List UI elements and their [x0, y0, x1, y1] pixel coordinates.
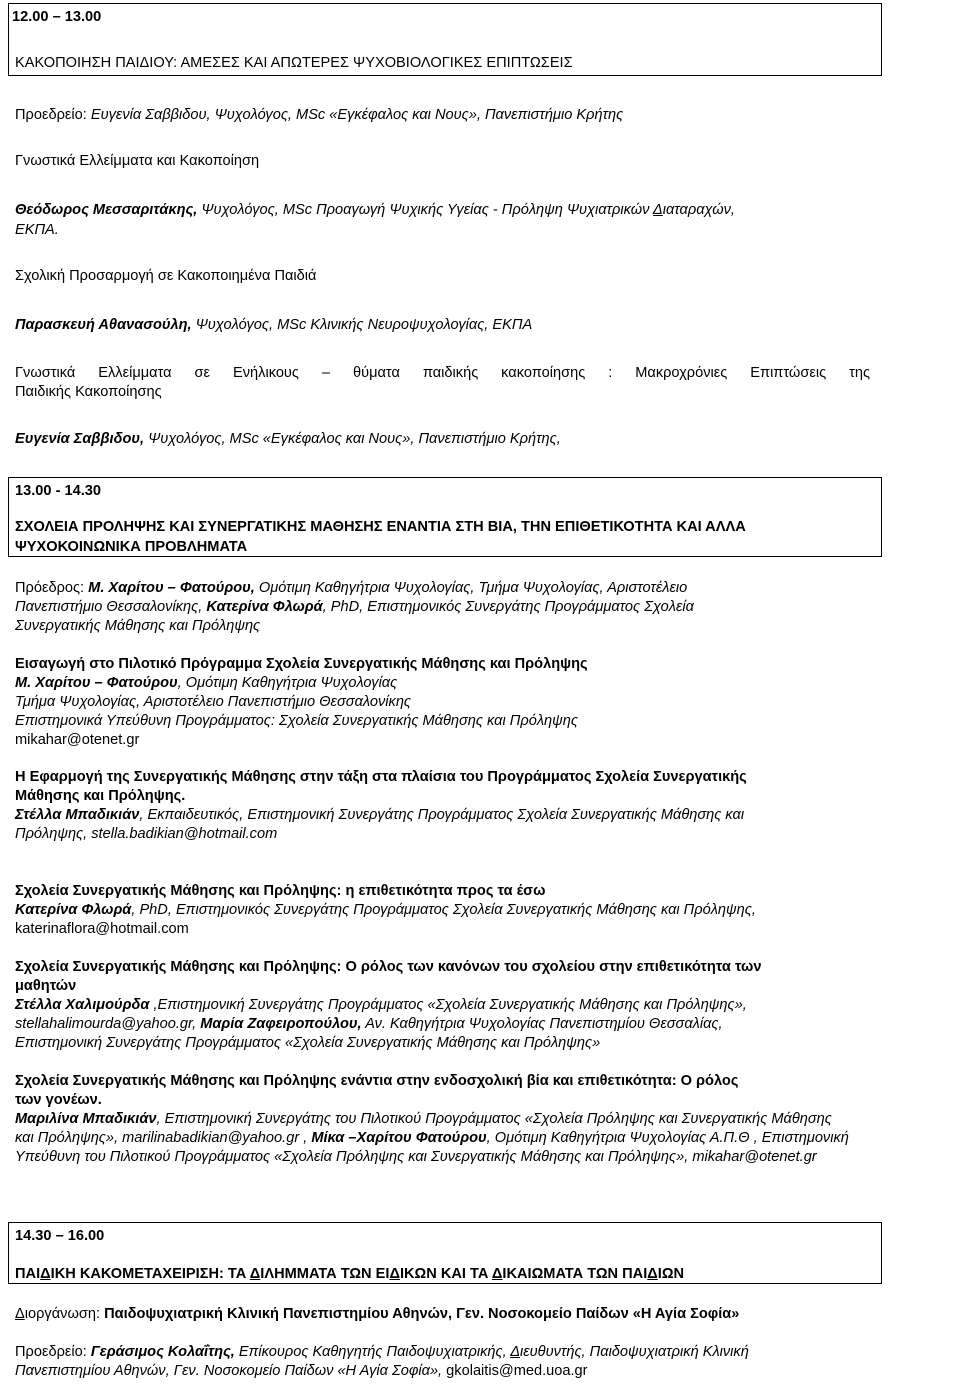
- speaker-desc: ,Επιστημονική Συνεργάτης Προγράμματος «Σχολεία Συνεργατικής Μάθησης και Πρόληψης»,: [149, 997, 747, 1013]
- session1-title: ΚΑΚΟΠΟΙΗΣΗ ΠΑΙΔΙΟΥ: ΑΜΕΣΕΣ ΚΑΙ ΑΠΩΤΕΡΕΣ ΨΥΧΟΒΙΟΛΟΓΙΚΕΣ ΕΠΙΠΤΩΣΕΙΣ: [15, 55, 573, 71]
- speaker-desc: , Ομότιμη Καθηγήτρια Ψυχολογίας: [177, 675, 398, 691]
- chair-text: Ευγενία Σαββιδου, Ψυχολόγος, MSc «Εγκέφαλος και Νους», Πανεπιστήμιο Κρήτης: [90, 107, 624, 123]
- speaker-name: Θεόδωρος Μεσσαριτάκης,: [15, 202, 198, 218]
- speaker-name: Ευγενία Σαββιδου,: [15, 431, 145, 447]
- session2-time: 13.00 - 14.30: [15, 483, 102, 499]
- pres1-affiliation: Τμήμα Ψυχολογίας, Αριστοτέλειο Πανεπιστήμιο Θεσσαλονίκης: [15, 694, 412, 710]
- title-part-underlined: Δ: [389, 1266, 400, 1282]
- chair-desc-2: , PhD, Επιστημονικός Συνεργάτης Προγράμματος Σχολεία: [322, 599, 694, 615]
- session2-chair-line1: [15, 579, 687, 598]
- chair-name-2: Κατερίνα Φλωρά: [206, 599, 323, 615]
- pres5-title-line2: των γονέων.: [15, 1092, 102, 1108]
- pres1-title: Εισαγωγή στο Πιλοτικό Πρόγραμμα Σχολεία Συνεργατικής Μάθησης και Πρόληψης: [15, 656, 588, 672]
- chair-desc: Ομότιμη Καθηγήτρια Ψυχολογίας, Τμήμα Ψυχολογίας, Αριστοτέλειο: [254, 580, 688, 596]
- pres1-role: Επιστημονικά Υπεύθυνη Προγράμματος: Σχολεία Συνεργατικής Μάθησης και Πρόληψης: [15, 713, 578, 729]
- speaker-desc: Ψυχολόγος, MSc «Εγκέφαλος και Νους», Πανεπιστήμιο Κρήτης,: [144, 431, 561, 447]
- speaker-desc-2: , Ομότιμη Καθηγήτρια Ψυχολογίας Α.Π.Θ , Επιστημονική: [486, 1130, 849, 1146]
- pres3-speaker: [15, 901, 756, 920]
- session1-time: 12.00 – 13.00: [12, 9, 102, 25]
- speaker-desc: , Επιστημονική Συνεργάτης του Πιλοτικού Προγράμματος «Σχολεία Πρόληψης και Συνεργατικής Μάθησης: [156, 1111, 832, 1127]
- talk2-speaker: [15, 316, 532, 335]
- chair-desc: Πανεπιστήμιο Θεσσαλονίκης,: [15, 599, 207, 615]
- speaker-name-2: Μίκα –Χαρίτου Φατούρου: [311, 1130, 487, 1146]
- speaker-name: Παρασκευή Αθανασούλη,: [15, 317, 192, 333]
- chair-desc: Επίκουρος Καθηγητής Παιδοψυχιατρικής,: [234, 1344, 511, 1360]
- org-label: ιοργάνωση:: [24, 1306, 105, 1322]
- pres5-speaker: [15, 1110, 832, 1129]
- title-part: ΠΑΙ: [15, 1266, 41, 1282]
- chair-desc: Πανεπιστημίου Αθηνών, Γεν. Νοσοκομείο Παίδων «Η Αγία Σοφία»,: [15, 1363, 447, 1379]
- chair-name: Γεράσιμος Κολαΐτης,: [90, 1344, 235, 1360]
- speaker-desc: , Εκπαιδευτικός, Επιστημονική Συνεργάτης Προγράμματος Σχολεία Συνεργατικής Μάθησης και: [139, 807, 745, 823]
- speaker-name: Στέλλα Χαλιμούρδα: [15, 997, 150, 1013]
- pres5-title-line1: Σχολεία Συνεργατικής Μάθησης και Πρόληψης ενάντια στην ενδοσχολική βία και επιθετικότητα: Ο ρόλος: [15, 1073, 739, 1089]
- title-part: ΙΚΗ ΚΑΚΟΜΕΤΑΧΕΙΡΙΣΗ: ΤΑ: [50, 1266, 250, 1282]
- pres1-speaker: [15, 674, 397, 693]
- speaker-desc-end: ιαταραχών,: [662, 202, 735, 218]
- pres4-title-line1: Σχολεία Συνεργατικής Μάθησης και Πρόληψης: Ο ρόλος των κανόνων του σχολείου στην επιθετικότητα των: [15, 959, 762, 975]
- title-part-underlined: Δ: [249, 1266, 261, 1282]
- speaker-email: και Πρόληψης», marilinabadikian@yahoo.gr ,: [15, 1130, 312, 1146]
- chair-label: Προεδρείο:: [15, 107, 91, 123]
- title-part: ΙΚΑΙΩΜΑΤΑ ΤΩΝ ΠΑΙ: [502, 1266, 648, 1282]
- talk3-speaker: [15, 430, 561, 449]
- pres2-speaker: [15, 806, 744, 825]
- pres5-speaker-line2: [15, 1129, 849, 1148]
- chair-email[interactable]: gkolaitis@med.uoa.gr: [446, 1363, 588, 1379]
- pres1-email[interactable]: mikahar@otenet.gr: [15, 732, 140, 748]
- title-part-underlined: Δ: [647, 1266, 658, 1282]
- speaker-desc: Ψυχολόγος, MSc Κλινικής Νευροψυχολογίας, ΕΚΠΑ: [191, 317, 533, 333]
- session2-chair-line2: [15, 598, 694, 617]
- session3-time: 14.30 – 16.00: [15, 1228, 105, 1244]
- pres2-speaker-line2: Πρόληψης, stella.badikian@hotmail.com: [15, 826, 278, 842]
- session2-title-line2: ΨΥΧΟΚΟΙΝΩΝΙΚΑ ΠΡΟΒΛΗΜΑΤΑ: [15, 539, 248, 555]
- title-part: ΙΛΗΜΜΑΤΑ ΤΩΝ ΕΙ: [260, 1266, 390, 1282]
- chair-desc-end: ιευθυντής, Παιδοψυχιατρική Κλινική: [519, 1344, 749, 1360]
- speaker-name: Μ. Χαρίτου – Φατούρου: [15, 675, 178, 691]
- session1-chair: [15, 106, 623, 125]
- speaker-desc: Ψυχολόγος, MSc Προαγωγή Ψυχικής Υγείας - Πρόληψη Ψυχιατρικών: [197, 202, 653, 218]
- org-label-underlined: Δ: [15, 1306, 25, 1322]
- pres4-title-line2: μαθητών: [15, 978, 77, 994]
- pres3-email[interactable]: katerinaflora@hotmail.com: [15, 921, 189, 937]
- session2-title-line1: ΣΧΟΛΕΙΑ ΠΡΟΛΗΨΗΣ ΚΑΙ ΣΥΝΕΡΓΑΤΙΚΗΣ ΜΑΘΗΣΗΣ ΕΝΑΝΤΙΑ ΣΤΗ ΒΙΑ, ΤΗΝ ΕΠΙΘΕΤΙΚΟΤΗΤΑ ΚΑΙ ΑΛΛΑ: [15, 519, 746, 535]
- pres3-title: Σχολεία Συνεργατικής Μάθησης και Πρόληψης: η επιθετικότητα προς τα έσω: [15, 883, 546, 899]
- pres5-speaker-line3: Υπεύθυνη του Πιλοτικού Προγράμματος «Σχολεία Πρόληψης και Συνεργατικής Μάθησης και Πρόληψης», mikahar@otenet.gr: [15, 1149, 817, 1165]
- talk2-title: Σχολική Προσαρμογή σε Κακοποιημένα Παιδιά: [15, 268, 317, 284]
- pres2-title-line1: Η Εφαρμογή της Συνεργατικής Μάθησης στην τάξη στα πλαίσια του Προγράμματος Σχολεία Συνεργατικής: [15, 769, 747, 785]
- talk3-title-line1: Γνωστικά Ελλείμματα σε Ενήλικους – θύματα παιδικής κακοποίησης : Μακροχρόνιες Επιπτώσεις της: [15, 365, 870, 381]
- org-text: Παιδοψυχιατρική Κλινική Πανεπιστημίου Αθηνών, Γεν. Νοσοκομείο Παίδων «Η Αγία Σοφία»: [104, 1306, 740, 1322]
- talk1-title: Γνωστικά Ελλείμματα και Κακοποίηση: [15, 153, 260, 169]
- speaker-name: Μαριλίνα Μπαδικιάν: [15, 1111, 157, 1127]
- speaker-name: Κατερίνα Φλωρά: [15, 902, 132, 918]
- pres4-speaker-line2: [15, 1015, 723, 1034]
- chair-name: Μ. Χαρίτου – Φατούρου,: [88, 580, 255, 596]
- talk3-title-line2: Παιδικής Κακοποίησης: [15, 384, 162, 400]
- pres4-speaker: [15, 996, 747, 1015]
- chair-label: Προεδρείο:: [15, 1344, 91, 1360]
- title-part: ΙΩΝ: [657, 1266, 685, 1282]
- session3-chair-line2: [15, 1362, 588, 1381]
- talk1-speaker-line2: ΕΚΠΑ.: [15, 222, 59, 238]
- title-part: ΙΚΩΝ ΚΑΙ ΤΑ: [399, 1266, 492, 1282]
- pres4-speaker-line3: Επιστημονική Συνεργάτης Προγράμματος «Σχολεία Συνεργατικής Μάθησης και Πρόληψης»: [15, 1035, 601, 1051]
- chair-label: Πρόεδρος:: [15, 580, 89, 596]
- speaker-name-2: Μαρία Ζαφειροπούλου,: [200, 1016, 362, 1032]
- session3-organizer: [15, 1305, 739, 1324]
- title-part-underlined: Δ: [40, 1266, 51, 1282]
- session2-chair-line3: Συνεργατικής Μάθησης και Πρόληψης: [15, 618, 261, 634]
- speaker-email: stellahalimourda@yahoo.gr,: [15, 1016, 201, 1032]
- speaker-desc: , PhD, Επιστημονικός Συνεργάτης Προγράμματος Σχολεία Συνεργατικής Μάθησης και Πρόληψης,: [131, 902, 756, 918]
- speaker-desc-2: Αν. Καθηγήτρια Ψυχολογίας Πανεπιστημίου Θεσσαλίας,: [361, 1016, 723, 1032]
- session3-title: [15, 1265, 684, 1284]
- title-part-underlined: Δ: [491, 1266, 503, 1282]
- talk1-speaker: [15, 201, 735, 220]
- speaker-desc-underlined: Δ: [652, 202, 663, 218]
- chair-desc-underlined: Δ: [510, 1344, 520, 1360]
- session3-chair-line1: [15, 1343, 749, 1362]
- pres2-title-line2: Μάθησης και Πρόληψης.: [15, 788, 186, 804]
- speaker-name: Στέλλα Μπαδικιάν: [15, 807, 140, 823]
